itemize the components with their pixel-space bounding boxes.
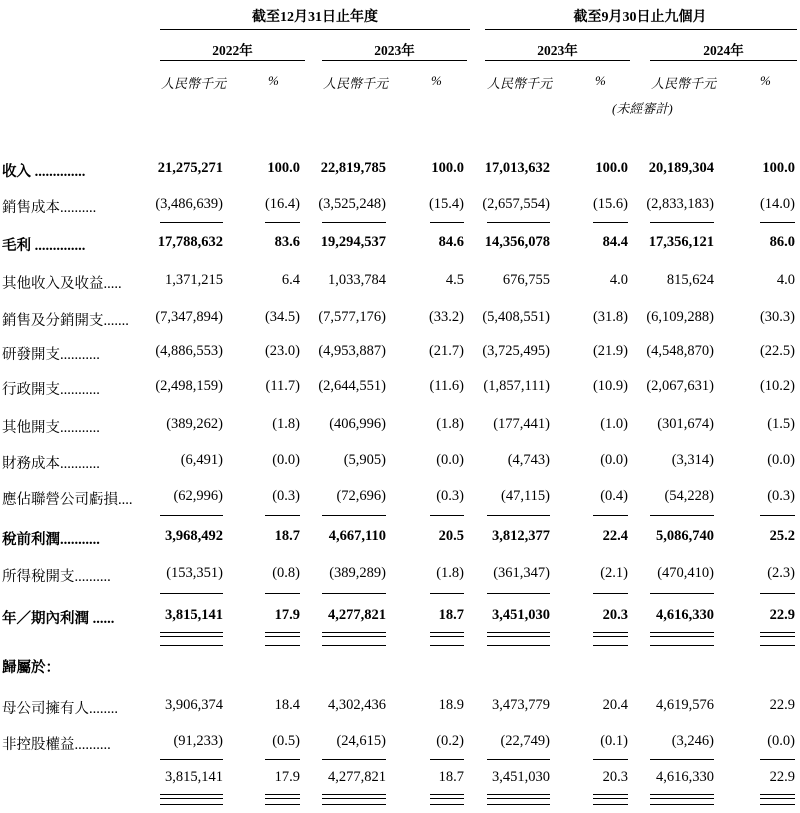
percent-cell: 22.9 (769, 769, 795, 785)
amount-cell: (7,347,894) (155, 309, 223, 325)
percent-cell: (0.3) (272, 488, 300, 504)
percent-cell: (21.9) (592, 343, 628, 359)
percent-cell: (1.8) (436, 416, 464, 432)
unit-rmb-2023-9m: 人民幣千元 (487, 76, 553, 91)
amount-cell: 17,788,632 (157, 234, 223, 250)
rule-line (650, 645, 714, 646)
rule-line (265, 222, 300, 223)
amount-cell: (6,491) (180, 452, 223, 468)
amount-cell: (4,548,870) (646, 343, 714, 359)
row-label: 母公司擁有人........ (2, 701, 118, 717)
period-header-annual: 截至12月31日止年度 (252, 10, 378, 25)
rule-line (487, 593, 550, 594)
amount-cell: 815,624 (666, 272, 714, 288)
rule-line (430, 794, 464, 795)
rule-line (760, 645, 795, 646)
rule-line (322, 593, 386, 594)
rule-line (265, 759, 300, 760)
rule-line (593, 645, 628, 646)
row-label: 銷售成本.......... (2, 200, 97, 216)
rule-line (160, 759, 223, 760)
rule-line (160, 593, 223, 594)
percent-cell: (1.8) (436, 565, 464, 581)
amount-cell: (361,347) (493, 565, 550, 581)
rule-line (430, 804, 464, 805)
rule-line (487, 222, 550, 223)
percent-cell: (1.0) (600, 416, 628, 432)
percent-cell: (15.4) (428, 196, 464, 212)
rule-line (650, 636, 714, 637)
rule-line (430, 636, 464, 637)
unit-pct-2022: % (268, 73, 279, 88)
amount-cell: 3,968,492 (165, 528, 223, 544)
amount-cell: 19,294,537 (320, 234, 386, 250)
rule-line (430, 222, 464, 223)
percent-cell: 18.7 (438, 607, 464, 623)
rule-line (487, 794, 550, 795)
rule-line (650, 632, 714, 633)
amount-cell: 4,302,436 (328, 697, 386, 713)
rule-line (322, 645, 386, 646)
percent-cell: 100.0 (267, 160, 300, 176)
percent-cell: (21.7) (428, 343, 464, 359)
percent-cell: 18.4 (274, 697, 300, 713)
percent-cell: (31.8) (592, 309, 628, 325)
rule-line (593, 804, 628, 805)
rule-line (430, 798, 464, 799)
rule-line (487, 636, 550, 637)
amount-cell: (2,657,554) (482, 196, 550, 212)
rule-line (760, 222, 795, 223)
amount-cell: (3,525,248) (318, 196, 386, 212)
amount-cell: 3,451,030 (492, 607, 550, 623)
rule-line (650, 804, 714, 805)
row-label: 銷售及分銷開支....... (2, 313, 129, 329)
rule-line (593, 593, 628, 594)
amount-cell: 17,356,121 (648, 234, 714, 250)
rule-line (160, 515, 223, 516)
amount-cell: 17,013,632 (484, 160, 550, 176)
rule-line (322, 515, 386, 516)
rule-line (322, 798, 386, 799)
percent-cell: 100.0 (431, 160, 464, 176)
rule-line (430, 645, 464, 646)
percent-cell: (0.5) (272, 733, 300, 749)
amount-cell: (24,615) (336, 733, 386, 749)
unit-pct-2023-9m: % (595, 73, 606, 88)
year-header-2024: 2024年 (703, 43, 744, 58)
percent-cell: 86.0 (769, 234, 795, 250)
amount-cell: (2,833,183) (646, 196, 714, 212)
percent-cell: 22.9 (769, 697, 795, 713)
year-rule-2022 (160, 60, 305, 61)
amount-cell: (6,109,288) (646, 309, 714, 325)
rule-line (760, 593, 795, 594)
row-label: 年／期內利潤 ...... (2, 611, 115, 627)
rule-line (760, 804, 795, 805)
year-rule-2024 (650, 60, 797, 61)
amount-cell: 22,819,785 (320, 160, 386, 176)
amount-cell: 5,086,740 (656, 528, 714, 544)
rule-line (265, 593, 300, 594)
percent-cell: (0.8) (272, 565, 300, 581)
rule-line (650, 794, 714, 795)
rule-line (160, 794, 223, 795)
rule-line (160, 632, 223, 633)
amount-cell: 3,451,030 (492, 769, 550, 785)
amount-cell: (47,115) (501, 488, 550, 504)
percent-cell: (2.1) (600, 565, 628, 581)
unit-rmb-2022: 人民幣千元 (161, 76, 227, 91)
rule-line (265, 645, 300, 646)
amount-cell: 20,189,304 (648, 160, 714, 176)
rule-line (160, 798, 223, 799)
percent-cell: 22.9 (769, 607, 795, 623)
group-rule-nine-months (485, 29, 797, 30)
percent-cell: 20.5 (438, 528, 464, 544)
amount-cell: (389,262) (166, 416, 223, 432)
rule-line (265, 636, 300, 637)
rule-line (593, 515, 628, 516)
percent-cell: (0.4) (600, 488, 628, 504)
amount-cell: (389,289) (329, 565, 386, 581)
percent-cell: (34.5) (264, 309, 300, 325)
rule-line (593, 794, 628, 795)
amount-cell: (3,314) (671, 452, 714, 468)
amount-cell: 3,473,779 (492, 697, 550, 713)
percent-cell: (0.0) (272, 452, 300, 468)
percent-cell: (14.0) (759, 196, 795, 212)
percent-cell: (15.6) (592, 196, 628, 212)
rule-line (487, 759, 550, 760)
amount-cell: (7,577,176) (318, 309, 386, 325)
percent-cell: (10.9) (592, 378, 628, 394)
amount-cell: (4,886,553) (155, 343, 223, 359)
rule-line (760, 794, 795, 795)
rule-line (593, 798, 628, 799)
amount-cell: (62,996) (173, 488, 223, 504)
rule-line (322, 804, 386, 805)
amount-cell: 676,755 (502, 272, 550, 288)
amount-cell: (177,441) (493, 416, 550, 432)
percent-cell: (1.5) (767, 416, 795, 432)
rule-line (322, 632, 386, 633)
year-rule-2023-9m (485, 60, 630, 61)
amount-cell: 4,619,576 (656, 697, 714, 713)
row-label: 非控股權益.......... (2, 737, 111, 753)
amount-cell: 3,812,377 (492, 528, 550, 544)
percent-cell: (0.0) (436, 452, 464, 468)
amount-cell: 4,616,330 (656, 607, 714, 623)
percent-cell: (0.0) (767, 733, 795, 749)
percent-cell: (11.7) (265, 378, 300, 394)
percent-cell: 18.7 (274, 528, 300, 544)
rule-line (160, 804, 223, 805)
rule-line (760, 636, 795, 637)
rule-line (593, 222, 628, 223)
percent-cell: (23.0) (264, 343, 300, 359)
rule-line (430, 632, 464, 633)
percent-cell: 4.5 (445, 272, 464, 288)
amount-cell: (406,996) (329, 416, 386, 432)
rule-line (760, 632, 795, 633)
percent-cell: (22.5) (759, 343, 795, 359)
rule-line (487, 632, 550, 633)
percent-cell: (0.0) (767, 452, 795, 468)
row-label: 所得稅開支.......... (2, 569, 111, 585)
row-label: 財務成本........... (2, 456, 100, 472)
percent-cell: (0.2) (436, 733, 464, 749)
group-rule-annual (160, 29, 470, 30)
row-label: 研發開支........... (2, 347, 100, 363)
amount-cell: (3,486,639) (155, 196, 223, 212)
unaudited-note: (未經審計) (612, 101, 673, 116)
amount-cell: 1,371,215 (165, 272, 223, 288)
rule-line (487, 515, 550, 516)
rule-line (487, 645, 550, 646)
rule-line (322, 759, 386, 760)
rule-line (322, 794, 386, 795)
rule-line (650, 222, 714, 223)
row-label: 歸屬於： (2, 660, 60, 676)
percent-cell: (0.1) (600, 733, 628, 749)
row-label: 其他開支........... (2, 420, 100, 436)
amount-cell: (91,233) (173, 733, 223, 749)
row-label: 應佔聯營公司虧損.... (2, 492, 133, 508)
amount-cell: 4,616,330 (656, 769, 714, 785)
amount-cell: (301,674) (657, 416, 714, 432)
percent-cell: 84.6 (438, 234, 464, 250)
amount-cell: (3,246) (671, 733, 714, 749)
rule-line (322, 636, 386, 637)
percent-cell: 100.0 (595, 160, 628, 176)
rule-line (650, 759, 714, 760)
rule-line (593, 636, 628, 637)
unit-rmb-2023: 人民幣千元 (323, 76, 389, 91)
percent-cell: (11.6) (429, 378, 464, 394)
amount-cell: (4,953,887) (318, 343, 386, 359)
year-rule-2023 (322, 60, 467, 61)
amount-cell: (3,725,495) (482, 343, 550, 359)
rule-line (430, 759, 464, 760)
amount-cell: (2,498,159) (155, 378, 223, 394)
year-header-2023-nine-months: 2023年 (537, 43, 578, 58)
amount-cell: (153,351) (166, 565, 223, 581)
amount-cell: (2,644,551) (318, 378, 386, 394)
percent-cell: 20.3 (602, 769, 628, 785)
rule-line (430, 515, 464, 516)
rule-line (265, 794, 300, 795)
rule-line (160, 222, 223, 223)
rule-line (650, 515, 714, 516)
percent-cell: (0.0) (600, 452, 628, 468)
percent-cell: (0.3) (436, 488, 464, 504)
percent-cell: 83.6 (274, 234, 300, 250)
rule-line (593, 632, 628, 633)
percent-cell: 20.3 (602, 607, 628, 623)
rule-line (650, 593, 714, 594)
amount-cell: (5,408,551) (482, 309, 550, 325)
amount-cell: (470,410) (657, 565, 714, 581)
row-label: 收入 .............. (2, 164, 86, 180)
amount-cell: (22,749) (500, 733, 550, 749)
percent-cell: 18.9 (438, 697, 464, 713)
rule-line (160, 645, 223, 646)
amount-cell: 3,815,141 (165, 769, 223, 785)
amount-cell: 14,356,078 (484, 234, 550, 250)
amount-cell: 1,033,784 (328, 272, 386, 288)
rule-line (265, 515, 300, 516)
amount-cell: (4,743) (507, 452, 550, 468)
rule-line (760, 798, 795, 799)
percent-cell: 17.9 (274, 769, 300, 785)
amount-cell: 21,275,271 (157, 160, 223, 176)
rule-line (487, 798, 550, 799)
row-label: 毛利 .............. (2, 238, 86, 254)
percent-cell: 17.9 (274, 607, 300, 623)
percent-cell: 84.4 (602, 234, 628, 250)
rule-line (430, 593, 464, 594)
percent-cell: (2.3) (767, 565, 795, 581)
percent-cell: (10.2) (759, 378, 795, 394)
rule-line (265, 798, 300, 799)
amount-cell: 4,277,821 (328, 769, 386, 785)
rule-line (760, 515, 795, 516)
amount-cell: (1,857,111) (483, 378, 550, 394)
amount-cell: (72,696) (336, 488, 386, 504)
rule-line (322, 222, 386, 223)
amount-cell: (2,067,631) (646, 378, 714, 394)
rule-line (487, 804, 550, 805)
percent-cell: 4.0 (609, 272, 628, 288)
percent-cell: 6.4 (281, 272, 300, 288)
percent-cell: (30.3) (759, 309, 795, 325)
percent-cell: 22.4 (602, 528, 628, 544)
percent-cell: (0.3) (767, 488, 795, 504)
rule-line (593, 759, 628, 760)
percent-cell: 20.4 (602, 697, 628, 713)
percent-cell: 25.2 (769, 528, 795, 544)
percent-cell: 4.0 (776, 272, 795, 288)
unit-pct-2024: % (760, 73, 771, 88)
percent-cell: 18.7 (438, 769, 464, 785)
year-header-2022: 2022年 (212, 43, 253, 58)
rule-line (760, 759, 795, 760)
unit-pct-2023: % (431, 73, 442, 88)
row-label: 其他收入及收益..... (2, 276, 122, 292)
rule-line (265, 632, 300, 633)
year-header-2023-annual: 2023年 (374, 43, 415, 58)
percent-cell: 100.0 (762, 160, 795, 176)
amount-cell: (54,228) (664, 488, 714, 504)
percent-cell: (33.2) (428, 309, 464, 325)
amount-cell: (5,905) (343, 452, 386, 468)
amount-cell: 3,906,374 (165, 697, 223, 713)
period-header-nine-months: 截至9月30日止九個月 (573, 10, 707, 25)
rule-line (650, 798, 714, 799)
rule-line (265, 804, 300, 805)
unit-rmb-2024: 人民幣千元 (651, 76, 717, 91)
percent-cell: (16.4) (264, 196, 300, 212)
amount-cell: 4,667,110 (328, 528, 386, 544)
row-label: 稅前利潤........... (2, 532, 100, 548)
percent-cell: (1.8) (272, 416, 300, 432)
row-label: 行政開支........... (2, 382, 100, 398)
rule-line (160, 636, 223, 637)
amount-cell: 4,277,821 (328, 607, 386, 623)
amount-cell: 3,815,141 (165, 607, 223, 623)
